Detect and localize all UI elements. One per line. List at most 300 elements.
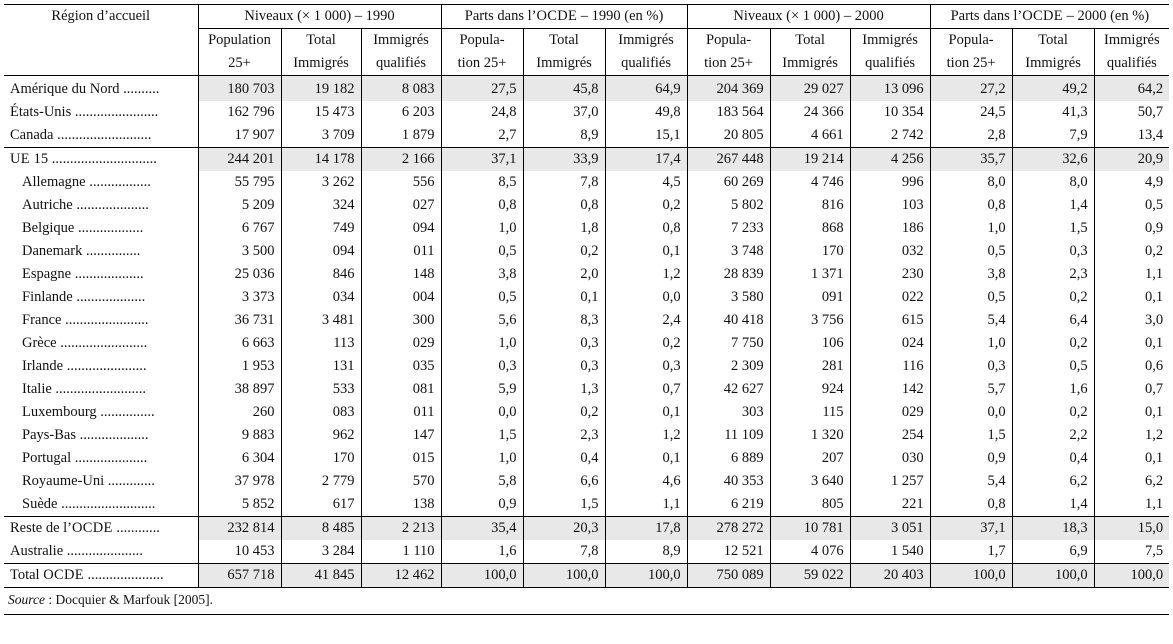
column-header-line: qualifiés [1106,55,1157,71]
table-cell: 094 [361,217,441,240]
leader-dots: ........................ [56,335,148,351]
column-header-line: Total [795,32,825,48]
table-cell: 6 767 [198,217,281,240]
table-cell: 1 257 [850,470,930,493]
table-cell: 14 178 [281,148,361,172]
table-cell: 0,7 [1094,378,1169,401]
table-cell: 36 731 [198,309,281,332]
table-cell: 0,3 [605,355,687,378]
table-cell: 1,0 [930,332,1012,355]
leader-dots: ............... [82,243,141,259]
column-header-line: Popula- [459,32,505,48]
column-header [930,29,1012,76]
table-cell: 50,7 [1094,101,1169,124]
leader-dots: .................. [74,220,144,236]
table-cell: 32,6 [1012,148,1094,172]
leader-dots: ....................... [61,312,149,328]
table-cell: 300 [361,309,441,332]
table-cell: 260 [198,401,281,424]
table-cell: 029 [361,332,441,355]
table-cell: 0,4 [1012,447,1094,470]
table-cell: 0,9 [441,493,523,517]
table-cell: 3 262 [281,171,361,194]
table-cell: 846 [281,263,361,286]
table-cell: 0,5 [930,286,1012,309]
table-cell: 0,2 [1094,240,1169,263]
table-row [4,171,1169,194]
table-cell: 6,4 [1012,309,1094,332]
table-cell: 3,8 [930,263,1012,286]
table-cell: 2 779 [281,470,361,493]
table-cell: 40 353 [687,470,770,493]
column-header [605,29,687,76]
leader-dots: ............. [104,473,155,489]
table-cell: 0,3 [930,355,1012,378]
table-cell: 3 748 [687,240,770,263]
table-cell: 034 [281,286,361,309]
table-cell: 0,2 [1012,401,1094,424]
table-cell: 8,3 [523,309,605,332]
row-label [4,76,198,102]
table-cell: 1,6 [441,540,523,564]
leader-dots: .......................... [53,127,152,143]
row-label [4,517,198,541]
leader-dots: ....................... [71,104,159,120]
table-cell: 12 521 [687,540,770,564]
table-cell: 0,5 [1094,194,1169,217]
table-cell: 18,3 [1012,517,1094,541]
table-cell: 12 462 [361,564,441,588]
table-cell: 20 403 [850,564,930,588]
row-label [4,194,198,217]
table-cell: 6 663 [198,332,281,355]
row-label-text: Luxembourg [22,404,97,420]
row-label-text: Allemagne [22,174,86,190]
column-header [361,29,441,76]
leader-dots: ................... [75,427,149,443]
table-cell: 5 802 [687,194,770,217]
table-cell: 924 [770,378,850,401]
row-label [4,171,198,194]
table-cell: 6 304 [198,447,281,470]
table-cell: 533 [281,378,361,401]
table-cell: 011 [361,401,441,424]
column-header-line: tion 25+ [704,55,753,71]
table-cell: 1,2 [1094,424,1169,447]
table-cell: 0,2 [605,332,687,355]
table-cell: 49,8 [605,101,687,124]
leader-dots: ......................... [51,381,147,397]
table-cell: 8 485 [281,517,361,541]
row-label-text: Suède [22,496,58,512]
table-cell: 142 [850,378,930,401]
table-row [4,424,1169,447]
table-row [4,517,1169,541]
leader-dots: ............... [96,404,155,420]
table-cell: 183 564 [687,101,770,124]
table-cell: 1,1 [1094,493,1169,517]
table-cell: 1 320 [770,424,850,447]
table-cell: 8,9 [605,540,687,564]
column-header-line: Popula- [948,32,994,48]
table-cell: 0,2 [1012,286,1094,309]
table-cell: 816 [770,194,850,217]
region-header: Région d’accueil [4,5,198,76]
table-cell: 570 [361,470,441,493]
table-cell: 0,1 [1094,286,1169,309]
table-cell: 1,7 [930,540,1012,564]
column-header-line: Immigrés [618,32,674,48]
table-row [4,101,1169,124]
table-cell: 0,0 [441,401,523,424]
table-cell: 27,2 [930,76,1012,102]
column-header-line: Immigrés [1104,32,1160,48]
leader-dots: ...................... [63,358,147,374]
header-row-groups [4,5,1169,29]
table-cell: 029 [850,401,930,424]
table-cell: 324 [281,194,361,217]
table-cell: 0,2 [523,240,605,263]
table-cell: 267 448 [687,148,770,172]
table-cell: 4,5 [605,171,687,194]
row-label-text: Autriche [22,197,73,213]
table-cell: 17 907 [198,124,281,148]
table-cell: 011 [361,240,441,263]
table-cell: 28 839 [687,263,770,286]
table-cell: 0,5 [1012,355,1094,378]
row-label [4,564,198,588]
table-cell: 29 027 [770,76,850,102]
column-header-line: Immigrés [373,32,429,48]
table-cell: 1,0 [441,332,523,355]
table-cell: 113 [281,332,361,355]
table-cell: 091 [770,286,850,309]
table-cell: 3 500 [198,240,281,263]
table-cell: 030 [850,447,930,470]
table-cell: 0,8 [605,217,687,240]
table-cell: 2 309 [687,355,770,378]
row-label [4,263,198,286]
table-cell: 1 371 [770,263,850,286]
column-header-line: tion 25+ [946,55,996,71]
table-cell: 100,0 [605,564,687,588]
row-label [4,240,198,263]
table-cell: 5,8 [441,470,523,493]
column-header [1094,29,1169,76]
table-cell: 996 [850,171,930,194]
column-header [441,29,523,76]
table-cell: 281 [770,355,850,378]
table-cell: 094 [281,240,361,263]
table-cell: 0,1 [523,286,605,309]
table-cell: 8,5 [441,171,523,194]
table-row [4,540,1169,564]
table-cell: 100,0 [1012,564,1094,588]
table-cell: 556 [361,171,441,194]
table-cell: 204 369 [687,76,770,102]
row-label [4,378,198,401]
table-cell: 115 [770,401,850,424]
column-header-line: qualifiés [621,55,672,71]
table-cell: 2,3 [1012,263,1094,286]
table-cell: 1,6 [1012,378,1094,401]
leader-dots: ................... [71,266,144,282]
row-label-text: Canada [10,127,54,143]
row-label-text: France [22,312,62,328]
table-cell: 1,2 [605,263,687,286]
table-cell: 40 418 [687,309,770,332]
table-cell: 254 [850,424,930,447]
row-label [4,470,198,493]
table-cell: 0,8 [930,493,1012,517]
table-cell: 0,5 [930,240,1012,263]
table-cell: 138 [361,493,441,517]
table-row [4,263,1169,286]
row-label-text: Italie [22,381,52,397]
table-cell: 100,0 [523,564,605,588]
table-row [4,493,1169,517]
row-label-text: Grèce [22,335,57,351]
table-cell: 232 814 [198,517,281,541]
table-cell: 0,8 [930,194,1012,217]
table-cell: 1 953 [198,355,281,378]
table-cell: 100,0 [930,564,1012,588]
column-header-line: Immigrés [536,55,592,71]
table-cell: 2 166 [361,148,441,172]
table-cell: 5,4 [930,309,1012,332]
table-cell: 5,7 [930,378,1012,401]
table-cell: 3 580 [687,286,770,309]
table-cell: 6 203 [361,101,441,124]
table-cell: 657 718 [198,564,281,588]
table-cell: 0,4 [523,447,605,470]
row-label-text: Amérique du Nord [10,81,120,97]
table-cell: 244 201 [198,148,281,172]
table-cell: 0,0 [605,286,687,309]
table-cell: 4 256 [850,148,930,172]
row-label-text: Pays-Bas [22,427,76,443]
table-cell: 8,0 [930,171,1012,194]
row-label [4,447,198,470]
table-cell: 1 110 [361,540,441,564]
table-cell: 868 [770,217,850,240]
column-header-line: qualifiés [376,55,426,71]
table-cell: 221 [850,493,930,517]
table-cell: 4 661 [770,124,850,148]
row-label [4,148,198,172]
table-row [4,378,1169,401]
table-cell: 207 [770,447,850,470]
column-header [198,29,281,76]
table-cell: 015 [361,447,441,470]
leader-dots: .......... [119,81,160,97]
table-row [4,194,1169,217]
table-cell: 41,3 [1012,101,1094,124]
column-header-line: Immigrés [1025,55,1081,71]
table-cell: 24 366 [770,101,850,124]
table-cell: 180 703 [198,76,281,102]
group-header-text: Parts dans l’OCDE – 1990 (en %) [464,8,664,24]
group-header-levels-2000: Niveaux (× 1 000) – 2000 [687,5,930,29]
table-cell: 024 [850,332,930,355]
table-cell: 10 453 [198,540,281,564]
row-label [4,124,198,148]
table-cell: 0,3 [1012,240,1094,263]
table-cell: 4 746 [770,171,850,194]
table-cell: 170 [770,240,850,263]
table-cell: 24,5 [930,101,1012,124]
table-cell: 749 [281,217,361,240]
table-cell: 6,6 [523,470,605,493]
table-cell: 303 [687,401,770,424]
table-cell: 3 756 [770,309,850,332]
column-header-line: Total [306,32,336,48]
table-row [4,447,1169,470]
leader-dots: ................... [72,289,146,305]
table-cell: 4,6 [605,470,687,493]
column-header-line: Total [549,32,579,48]
row-label-text: États-Unis [10,104,72,120]
table-cell: 2 213 [361,517,441,541]
table-cell: 1,5 [441,424,523,447]
table-cell: 20,3 [523,517,605,541]
table-cell: 230 [850,263,930,286]
group-header-text: Parts dans l’OCDE – 2000 (en %) [950,8,1150,24]
table-cell: 38 897 [198,378,281,401]
table-cell: 0,8 [441,194,523,217]
table-cell: 45,8 [523,76,605,102]
table-cell: 035 [361,355,441,378]
table-cell: 1,5 [1012,217,1094,240]
table-cell: 1,8 [523,217,605,240]
table-cell: 7 750 [687,332,770,355]
table-row [4,355,1169,378]
table-cell: 49,2 [1012,76,1094,102]
row-label [4,401,198,424]
table-cell: 962 [281,424,361,447]
data-table-container [4,4,1169,615]
table-cell: 10 354 [850,101,930,124]
table-cell: 37,1 [441,148,523,172]
column-header-line: Total [1038,32,1068,48]
row-label [4,286,198,309]
table-cell: 805 [770,493,850,517]
table-cell: 100,0 [1094,564,1169,588]
table-cell: 3,0 [1094,309,1169,332]
table-cell: 0,1 [605,240,687,263]
table-cell: 3 481 [281,309,361,332]
table-cell: 17,8 [605,517,687,541]
row-label [4,101,198,124]
table-cell: 0,9 [1094,217,1169,240]
table-cell: 5,4 [930,470,1012,493]
leader-dots: ..................... [63,543,143,559]
table-cell: 0,3 [523,332,605,355]
column-header-line: qualifiés [865,55,916,71]
table-cell: 6 889 [687,447,770,470]
table-cell: 15,0 [1094,517,1169,541]
table-cell: 083 [281,401,361,424]
column-header [770,29,850,76]
table-cell: 0,1 [1094,332,1169,355]
column-header-line: 25+ [228,55,251,71]
table-cell: 3 284 [281,540,361,564]
column-header-line: Immigrés [862,32,918,48]
table-cell: 750 089 [687,564,770,588]
table-cell: 13 096 [850,76,930,102]
column-header [687,29,770,76]
table-cell: 3 373 [198,286,281,309]
table-cell: 6,2 [1094,470,1169,493]
table-cell: 116 [850,355,930,378]
table-cell: 162 796 [198,101,281,124]
row-label-text: Danemark [22,243,83,259]
column-header-line: Immigrés [782,55,838,71]
row-label [4,540,198,564]
table-cell: 0,8 [523,194,605,217]
table-row [4,76,1169,102]
table-cell: 2,4 [605,309,687,332]
table-cell: 278 272 [687,517,770,541]
table-row [4,148,1169,172]
table-cell: 7,8 [523,540,605,564]
table-cell: 0,7 [605,378,687,401]
table-cell: 5 209 [198,194,281,217]
table-cell: 9 883 [198,424,281,447]
column-header-line: Popula- [706,32,752,48]
table-cell: 1,5 [930,424,1012,447]
table-cell: 24,8 [441,101,523,124]
table-cell: 2,7 [441,124,523,148]
table-row [4,401,1169,424]
table-cell: 41 845 [281,564,361,588]
table-cell: 11 109 [687,424,770,447]
column-header-line: Population [208,32,271,48]
table-cell: 37 978 [198,470,281,493]
row-label [4,424,198,447]
table-cell: 3,8 [441,263,523,286]
table-row [4,124,1169,148]
table-cell: 13,4 [1094,124,1169,148]
table-cell: 7,9 [1012,124,1094,148]
table-cell: 7,8 [523,171,605,194]
data-table [4,4,1169,588]
source-label: Source [8,592,45,607]
table-cell: 8,9 [523,124,605,148]
table-cell: 615 [850,309,930,332]
table-cell: 6,2 [1012,470,1094,493]
table-cell: 0,1 [605,447,687,470]
table-cell: 25 036 [198,263,281,286]
leader-dots: .................... [71,450,148,466]
table-cell: 0,5 [441,240,523,263]
table-cell: 4,9 [1094,171,1169,194]
table-cell: 5,6 [441,309,523,332]
column-header-line: tion 25+ [457,55,507,71]
row-label-text: Australie [10,543,64,559]
table-cell: 0,2 [1012,332,1094,355]
table-cell: 0,9 [930,447,1012,470]
table-cell: 4 076 [770,540,850,564]
table-cell: 8 083 [361,76,441,102]
table-cell: 170 [281,447,361,470]
leader-dots: .......................... [57,496,156,512]
table-cell: 617 [281,493,361,517]
table-cell: 7,5 [1094,540,1169,564]
table-cell: 5 852 [198,493,281,517]
table-cell: 0,0 [930,401,1012,424]
table-cell: 8,0 [1012,171,1094,194]
